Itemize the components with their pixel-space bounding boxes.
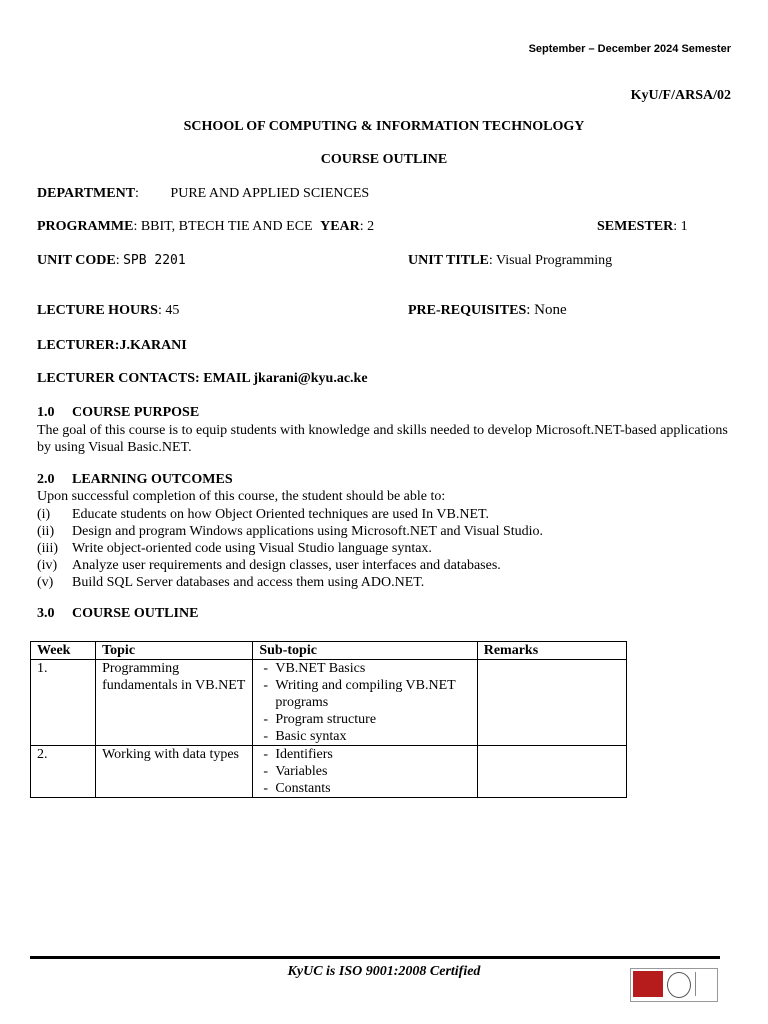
subtopic-item: - Identifiers xyxy=(263,746,470,763)
outcome-number: (v) xyxy=(37,575,54,590)
course-purpose-heading: 1.0 COURSE PURPOSE xyxy=(37,405,200,420)
remarks-cell xyxy=(477,746,626,798)
subtopic-list xyxy=(259,746,470,797)
subtopic-item: - Program structure xyxy=(263,711,470,728)
programme-value: : BBIT, BTECH TIE AND ECE xyxy=(133,219,313,234)
lecturer-contacts: LECTURER CONTACTS: EMAIL jkarani@kyu.ac.ke xyxy=(37,371,368,386)
department-label: DEPARTMENT xyxy=(37,186,136,201)
outcome-number: (i) xyxy=(37,507,51,522)
subtopic-item: - Constants xyxy=(263,780,470,797)
department-line: DEPARTMENT: PURE AND APPLIED SCIENCES xyxy=(37,186,370,201)
prerequisites-label: PRE-REQUISITES xyxy=(408,303,527,318)
learning-outcomes-heading: 2.0 LEARNING OUTCOMES xyxy=(37,472,233,487)
semester-field-value: : 1 xyxy=(673,219,688,234)
programme-line xyxy=(37,219,374,235)
outcome-text: Build SQL Server databases and access them using ADO.NET. xyxy=(72,575,425,590)
column-header-subtopic: Sub-topic xyxy=(253,642,477,660)
table-header-row xyxy=(31,642,627,660)
course-outline-table xyxy=(30,641,627,798)
subtopic-item: - Variables xyxy=(263,763,470,780)
unit-title-value: : Visual Programming xyxy=(488,253,613,268)
year-label: YEAR xyxy=(320,219,360,234)
semester-line xyxy=(597,219,688,235)
subtopic-item: - VB.NET Basics xyxy=(263,660,470,677)
remarks-cell xyxy=(477,660,626,746)
form-code: KyU/F/ARSA/02 xyxy=(630,88,731,103)
outcome-item xyxy=(37,574,424,591)
seal-icon xyxy=(667,972,691,998)
subtopic-item: - Writing and compiling VB.NET programs xyxy=(263,677,470,711)
outcome-number: (ii) xyxy=(37,524,55,539)
outcome-number: (iv) xyxy=(37,558,58,573)
table-row xyxy=(31,746,627,798)
subtopic-cell xyxy=(253,660,477,746)
subtopic-item: - Basic syntax xyxy=(263,728,470,745)
subtopic-list xyxy=(259,660,470,745)
outcome-text: Analyze user requirements and design classes, user interfaces and databases. xyxy=(72,558,501,573)
topic-cell: Programming fundamentals in VB.NET xyxy=(96,660,253,746)
programme-label: PROGRAMME xyxy=(37,219,134,234)
column-header-week: Week xyxy=(31,642,96,660)
table-row xyxy=(31,660,627,746)
outcome-item xyxy=(37,506,489,523)
lecture-hours-line xyxy=(37,303,179,319)
column-header-remarks: Remarks xyxy=(477,642,626,660)
unit-code-label: UNIT CODE xyxy=(37,253,116,268)
year-value: : 2 xyxy=(359,219,375,234)
document-title: COURSE OUTLINE xyxy=(320,152,448,167)
unit-code-value: SPB 2201 xyxy=(123,253,186,268)
bureau-veritas-badge-icon xyxy=(633,971,663,997)
learning-outcomes-intro: Upon successful completion of this course, the student should be able to: xyxy=(37,489,446,504)
outcome-text: Write object-oriented code using Visual Studio language syntax. xyxy=(72,541,432,556)
unit-title-line xyxy=(408,253,612,269)
accreditation-mark-icon xyxy=(695,972,714,996)
school-name: SCHOOL OF COMPUTING & INFORMATION TECHNOLOGY xyxy=(183,119,585,134)
week-cell: 2. xyxy=(31,746,96,798)
semester-label: September – December 2024 Semester xyxy=(528,43,731,55)
topic-cell: Working with data types xyxy=(96,746,253,798)
course-purpose-text: The goal of this course is to equip students with knowledge and skills needed to develop Microsoft.NET-based applications by using Visual Basic.NET. xyxy=(37,423,728,455)
outcome-text: Design and program Windows applications using Microsoft.NET and Visual Studio. xyxy=(72,524,544,539)
footer-divider xyxy=(30,956,720,959)
unit-code-line: UNIT CODE: SPB 2201 xyxy=(37,253,186,268)
lecture-hours-label: LECTURE HOURS xyxy=(37,303,158,318)
column-header-topic: Topic xyxy=(96,642,253,660)
outcome-item xyxy=(37,523,543,540)
certification-logo xyxy=(630,968,718,1002)
outcome-text: Educate students on how Object Oriented techniques are used In VB.NET. xyxy=(72,507,490,522)
department-value: PURE AND APPLIED SCIENCES xyxy=(170,186,370,201)
week-cell: 1. xyxy=(31,660,96,746)
prerequisites-line xyxy=(408,302,567,319)
course-outline-heading: 3.0 COURSE OUTLINE xyxy=(37,606,199,621)
subtopic-cell xyxy=(253,746,477,798)
lecturer-name: LECTURER:J.KARANI xyxy=(37,338,187,353)
prerequisites-value: : None xyxy=(526,302,567,318)
lecture-hours-value: : 45 xyxy=(157,303,180,318)
outcome-number: (iii) xyxy=(37,541,58,556)
outcome-item xyxy=(37,557,501,574)
unit-title-label: UNIT TITLE xyxy=(408,253,489,268)
iso-certified-note: KyUC is ISO 9001:2008 Certified xyxy=(287,964,481,979)
semester-field-label: SEMESTER xyxy=(597,219,674,234)
outcome-item xyxy=(37,540,432,557)
